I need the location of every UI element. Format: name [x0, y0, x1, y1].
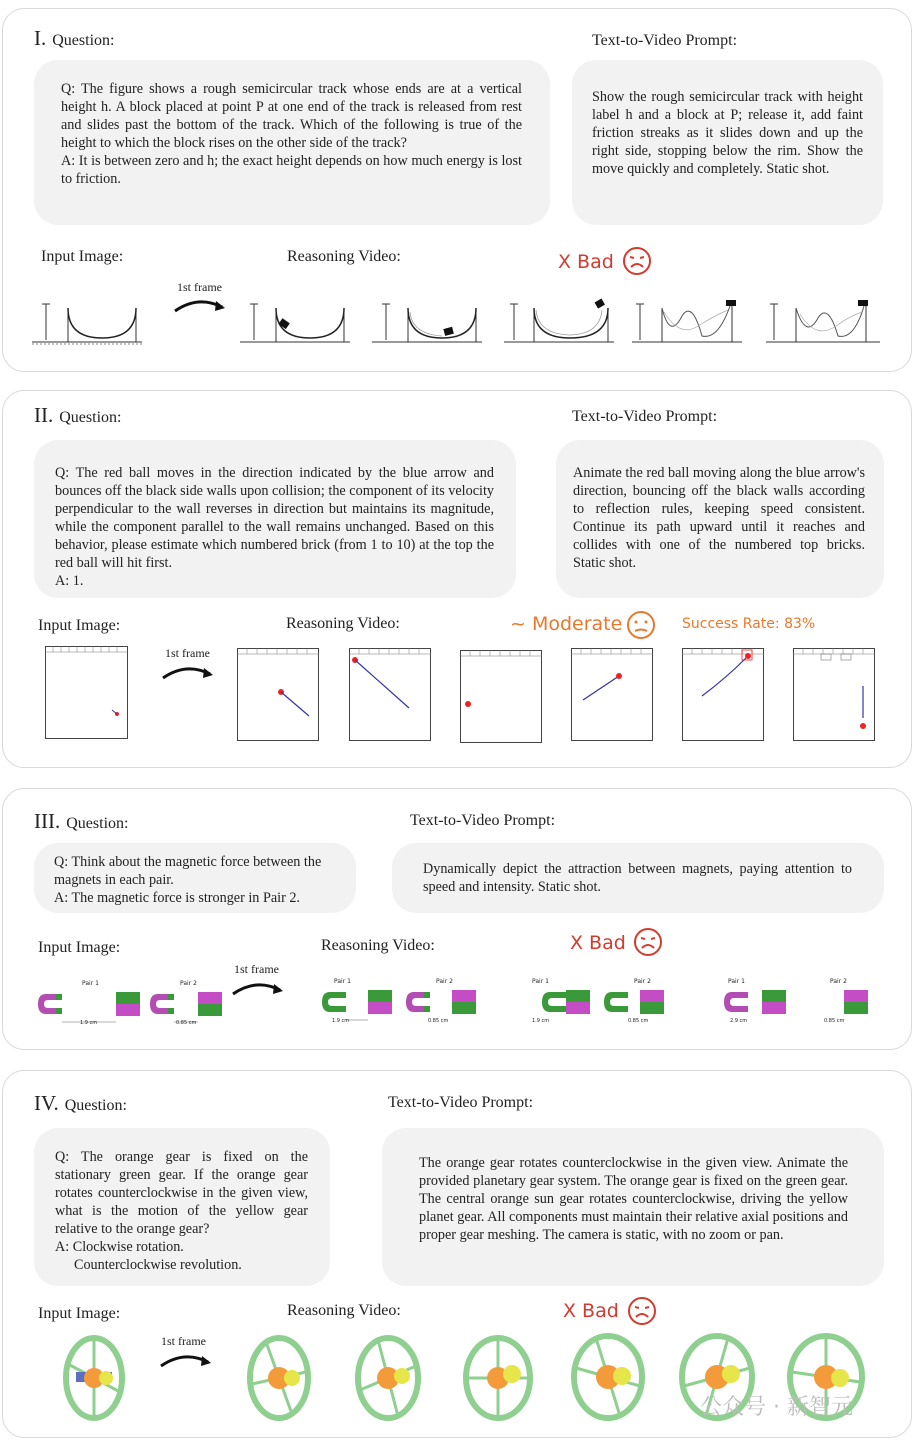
track-frame-1	[240, 296, 352, 350]
section-4-question-a: A: Clockwise rotation.	[55, 1239, 184, 1255]
section-1-video-label: Reasoning Video:	[287, 248, 401, 265]
gear-frame-4	[570, 1332, 646, 1422]
neutral-face-icon	[626, 610, 656, 640]
pair-2-label: Pair 2	[436, 978, 453, 985]
section-3-question-a: A: The magnetic force is stronger in Pair 2.	[54, 890, 300, 906]
section-1-verdict: X Bad	[558, 251, 614, 273]
section-1-prompt-bubble	[572, 60, 883, 225]
section-4-prompt-bubble	[382, 1128, 884, 1286]
section-4-question-q: Q: The orange gear is fixed on the stationary green gear. If the orange gear rotates counterclockwise in the given view, what is the motion of the yellow gear relative to the orange gear?	[55, 1149, 308, 1237]
section-2-question-a: A: 1.	[55, 573, 84, 589]
section-1-input-label: Input Image:	[41, 248, 124, 265]
section-1-question-title: I. Question:	[34, 26, 115, 50]
section-3-prompt-bubble	[392, 843, 884, 913]
pair-2-distance: 0.85 cm	[428, 1018, 449, 1024]
first-frame-arrow-icon	[160, 664, 216, 680]
ball-frame-4	[571, 648, 653, 741]
magnet-input-image	[34, 980, 230, 1030]
section-3-prompt-text: Dynamically depict the attraction between magnets, paying attention to speed and intensity. Static shot.	[423, 861, 852, 895]
section-2-success-rate: Success Rate: 83%	[682, 616, 816, 632]
section-2-prompt-title: Text-to-Video Prompt:	[572, 408, 718, 425]
ball-frame-5	[682, 648, 764, 741]
pair-1-distance: 1.9 cm	[80, 1020, 98, 1026]
pair-2-distance: 0.85 cm	[628, 1018, 649, 1024]
gear-frame-2	[354, 1334, 422, 1422]
section-3-question-title: III. Question:	[34, 809, 129, 833]
sad-face-icon	[627, 1296, 657, 1326]
section-4-question-a2: Counterclockwise revolution.	[74, 1257, 242, 1273]
section-4-verdict: X Bad	[563, 1300, 619, 1322]
section-4-prompt-text: The orange gear rotates counterclockwise in the given view. Animate the provided planetary gear system. The orange gear is fixed on the green gear. The central orange sun gear rotates counterclockwise, driving the yellow planet gear. All components must maintain their relative axial positions and proper gear meshing. The camera is static, with no zoom or pan.	[419, 1155, 848, 1243]
section-3-video-label: Reasoning Video:	[321, 937, 435, 954]
section-3-verdict: X Bad	[570, 932, 626, 954]
magnet-frame-2	[508, 978, 688, 1028]
section-4-question-bubble	[34, 1128, 330, 1286]
sad-face-icon	[622, 246, 652, 276]
track-frame-2	[372, 296, 484, 350]
ball-frame-3	[460, 650, 542, 743]
section-3-question-bubble	[34, 843, 356, 913]
pair-1-distance: 2.9 cm	[730, 1018, 748, 1024]
first-frame-arrow-icon	[230, 980, 286, 996]
section-2-prompt-bubble	[556, 440, 884, 598]
section-2-verdict: ~ Moderate	[510, 613, 623, 635]
magnet-pair-1	[318, 988, 398, 1028]
section-1-prompt-title: Text-to-Video Prompt:	[592, 32, 738, 49]
section-2-input-label: Input Image:	[38, 617, 121, 634]
gear-input-image	[62, 1334, 126, 1422]
section-1-first-frame: 1st frame	[177, 280, 222, 294]
section-4-first-frame: 1st frame	[161, 1334, 206, 1348]
section-3-prompt-title: Text-to-Video Prompt:	[410, 812, 556, 829]
section-2-question-bubble	[34, 440, 516, 598]
section-2-prompt-text: Animate the red ball moving along the blue arrow's direction, bouncing off the black walls according to reflection rules, keeping speed consistent. Continue its path upward until it reaches and collides with one of the numbered top bricks. Static shot.	[573, 465, 865, 571]
section-1-question-q: Q: The figure shows a rough semicircular track whose ends are at a vertical height h. A block placed at point P at one end of the track is released from rest and slides past the bottom of the track. Which of the following is true of the height to which the block rises on the other side of the track?	[61, 81, 522, 151]
ball-frame-1	[237, 648, 319, 741]
pair-2-label: Pair 2	[830, 978, 847, 985]
section-2-video-label: Reasoning Video:	[286, 615, 400, 632]
pair-2-distance: 0.85 cm	[176, 1020, 197, 1026]
section-2-first-frame: 1st frame	[165, 646, 210, 660]
section-2-question-title: II. Question:	[34, 403, 122, 427]
section-4-prompt-title: Text-to-Video Prompt:	[388, 1094, 534, 1111]
section-1-question-a: A: It is between zero and h; the exact height depends on how much energy is lost to friction.	[61, 153, 522, 187]
pair-1-label: Pair 1	[532, 978, 549, 985]
pair-2-label: Pair 2	[634, 978, 651, 985]
first-frame-arrow-icon	[158, 1352, 214, 1368]
section-3-input-label: Input Image:	[38, 939, 121, 956]
track-frame-4	[632, 296, 744, 350]
section-3-question-q: Q: Think about the magnetic force between the magnets in each pair.	[54, 854, 322, 888]
pair-1-distance: 1.9 cm	[332, 1018, 350, 1024]
section-4-input-label: Input Image:	[38, 1305, 121, 1322]
pair-1-label: Pair 1	[82, 980, 99, 987]
gear-frame-1	[246, 1334, 312, 1422]
section-2-question-q: Q: The red ball moves in the direction indicated by the blue arrow and bounces off the black side walls upon collision; the component of its velocity perpendicular to the wall reverses in direction but maintains its magnitude, while the component parallel to the wall remains unchanged. Based on this behavior, please estimate which numbered brick (from 1 to 10) at the top the red ball will hit first.	[55, 465, 494, 571]
section-1-question-bubble	[34, 60, 550, 225]
section-3-first-frame: 1st frame	[234, 962, 279, 976]
watermark: 公众号 · 新智元	[700, 1395, 853, 1420]
track-frame-3	[504, 296, 616, 350]
sad-face-icon	[633, 927, 663, 957]
pair-1-label: Pair 1	[334, 978, 351, 985]
pair-1-label: Pair 1	[728, 978, 745, 985]
pair-2-label: Pair 2	[180, 980, 197, 987]
ball-frame-2	[349, 648, 431, 741]
section-4-video-label: Reasoning Video:	[287, 1302, 401, 1319]
pair-1-distance: 1.9 cm	[532, 1018, 550, 1024]
gear-frame-3	[462, 1334, 534, 1422]
magnet-frame-1	[288, 978, 484, 1028]
first-frame-arrow-icon	[172, 297, 228, 313]
ball-frame-6	[793, 648, 875, 741]
section-4-question-title: IV. Question:	[34, 1091, 127, 1115]
ball-input-image	[45, 646, 128, 739]
track-input-image	[32, 296, 144, 350]
magnet-frame-3	[700, 978, 880, 1028]
section-1-prompt-text: Show the rough semicircular track with height label h and a block at P; release it, add faint friction streaks as it slides down and up the right side, stopping below the rim. Show the move quickly and completely. Static shot.	[592, 89, 863, 177]
track-frame-5	[766, 296, 882, 350]
pair-2-distance: 0.85 cm	[824, 1018, 845, 1024]
